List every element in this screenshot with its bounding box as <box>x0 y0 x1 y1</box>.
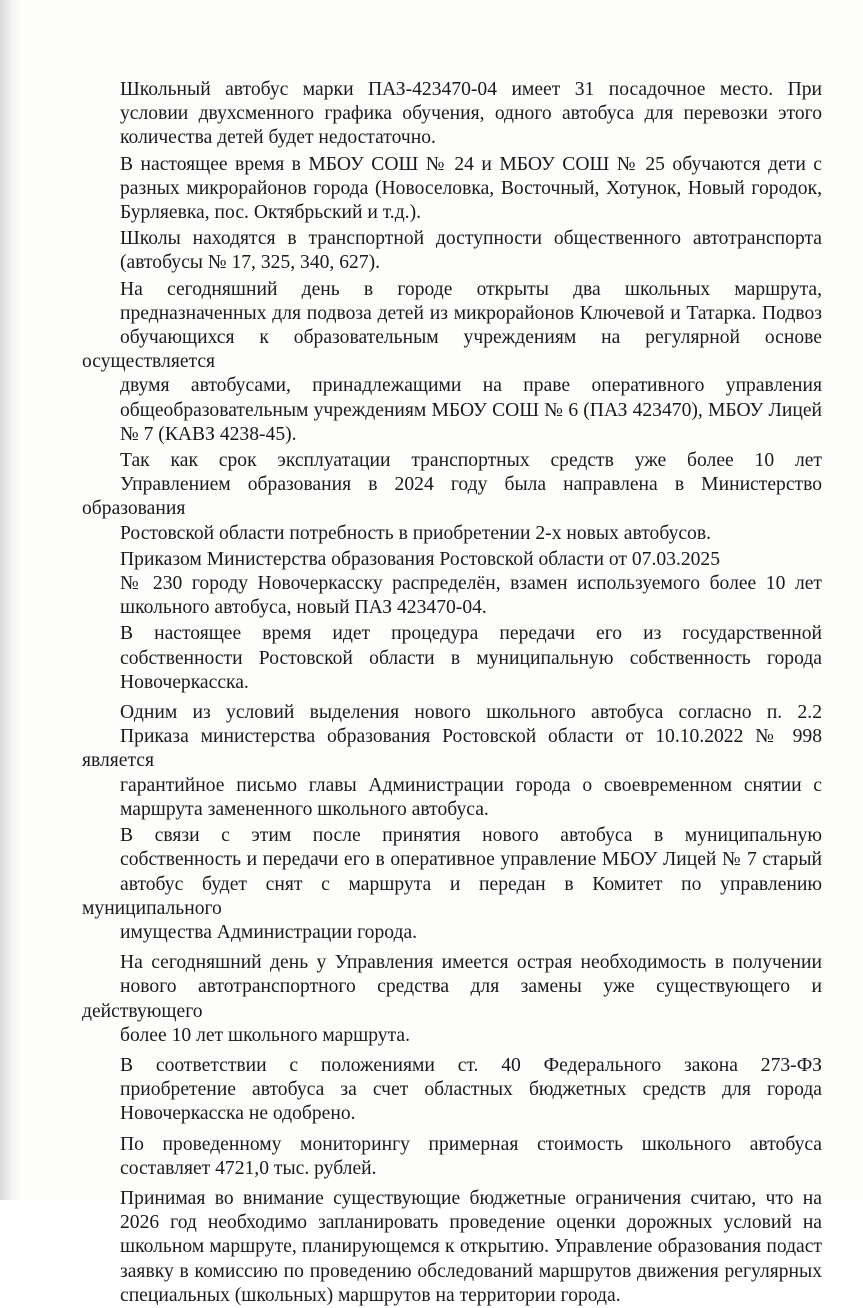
text-line: На сегодняшний день в городе открыты два школьных маршрута, <box>120 278 822 300</box>
paragraph-conclusion <box>82 1187 822 1308</box>
text-line: нового автотранспортного средства для замены уже существующего и действующего <box>82 976 822 1022</box>
text-line: Новочеркасска не одобрено. <box>120 1103 356 1125</box>
paragraph-bus-capacity <box>82 78 822 151</box>
text-line: На сегодняшний день у Управления имеется острая необходимость в получении <box>120 952 822 974</box>
text-line: Приказом Министерства образования Ростовской области от 07.03.2025 <box>120 548 721 570</box>
paragraph-urgent-need <box>82 951 822 1048</box>
page-edge-shadow <box>0 0 22 1200</box>
text-line: условии двухсменного графика обучения, одного автобуса для перевозки этого <box>120 103 822 125</box>
text-line: приобретение автобуса за счет областных бюджетных средств для города <box>120 1079 822 1101</box>
text-line: В соответствии с положениями ст. 40 Федерального закона 273-ФЗ <box>120 1054 822 1076</box>
text-line: Принимая во внимание существующие бюджетные ограничения считаю, что на <box>120 1187 822 1209</box>
text-line: общеобразовательным учреждениям МБОУ СОШ № 6 (ПАЗ 423470), МБОУ Лицей <box>120 399 822 421</box>
text-line: разных микрорайонов города (Новоселовка, Восточный, Хотунок, Новый городок, <box>120 177 822 199</box>
paragraph-ministry-order <box>82 548 822 621</box>
text-line: обучающихся к образовательным учреждениям на регулярной основе осуществляется <box>82 327 822 373</box>
paragraph-federal-law <box>82 1054 822 1127</box>
text-line: Так как срок эксплуатации транспортных средств уже более 10 лет <box>120 450 822 472</box>
text-line: Бурляевка, пос. Октябрьский и т.д.). <box>120 202 421 224</box>
text-line: гарантийное письмо главы Администрации города о своевременном снятии с <box>120 774 822 796</box>
text-line: маршрута замененного школьного автобуса. <box>120 798 489 820</box>
text-line: составляет 4721,0 тыс. рублей. <box>120 1157 377 1179</box>
paragraph-old-bus-removal <box>82 824 822 945</box>
text-line: В настоящее время в МБОУ СОШ № 24 и МБОУ СОШ № 25 обучаются дети с <box>120 153 822 175</box>
text-line: количества детей будет недостаточно. <box>120 127 436 149</box>
text-line: заявку в комиссию по проведению обследований маршрутов движения регулярных <box>120 1260 822 1282</box>
text-line: № 230 городу Новочеркасску распределён, взамен используемого более 10 лет <box>120 573 822 595</box>
paragraph-allocation-conditions <box>82 701 822 822</box>
text-line: № 7 (КАВЗ 4238-45). <box>120 423 297 445</box>
paragraph-current-routes <box>82 278 822 447</box>
text-line: предназначенных для подвоза детей из микрорайонов Ключевой и Татарка. Подвоз <box>120 302 822 324</box>
paragraph-schools-districts <box>82 153 822 226</box>
text-line: Приказа министерства образования Ростовской области от 10.10.2022 № 998 является <box>82 726 822 772</box>
text-line: более 10 лет школьного маршрута. <box>120 1024 410 1046</box>
paragraph-estimated-cost <box>82 1133 822 1181</box>
text-line: собственность и передачи его в оперативное управление МБОУ Лицей № 7 старый <box>120 849 822 871</box>
text-line: специальных (школьных) маршрутов на территории города. <box>120 1284 621 1306</box>
document-body <box>82 78 822 1308</box>
paragraph-public-transport <box>82 227 822 275</box>
text-line: собственности Ростовской области в муниципальную собственность города <box>120 647 822 669</box>
text-line: В настоящее время идет процедура передачи его из государственной <box>120 623 822 645</box>
paragraph-transfer-procedure <box>82 622 822 695</box>
paragraph-service-life <box>82 449 822 546</box>
text-line: По проведенному мониторингу примерная стоимость школьного автобуса <box>120 1133 822 1155</box>
text-line: двумя автобусами, принадлежащими на праве оперативного управления <box>120 375 822 397</box>
text-line: автобус будет снят с маршрута и передан в Комитет по управлению муниципального <box>82 873 822 919</box>
text-line: Управлением образования в 2024 году была направлена в Министерство образования <box>82 474 822 520</box>
text-line: Школьный автобус марки ПАЗ-423470-04 имеет 31 посадочное место. При <box>120 79 822 100</box>
text-line: имущества Администрации города. <box>120 921 418 943</box>
text-line: Школы находятся в транспортной доступности общественного автотранспорта <box>120 228 822 250</box>
text-line: Новочеркасска. <box>120 671 249 693</box>
text-line: 2026 год необходимо запланировать проведение оценки дорожных условий на <box>120 1212 822 1234</box>
text-line: школьном маршруте, планирующемся к открытию. Управление образования подаст <box>120 1236 822 1258</box>
text-line: Ростовской области потребность в приобретении 2-х новых автобусов. <box>120 522 712 544</box>
text-line: В связи с этим после принятия нового автобуса в муниципальную <box>120 825 822 847</box>
text-line: Одним из условий выделения нового школьного автобуса согласно п. 2.2 <box>120 702 822 724</box>
text-line: (автобусы № 17, 325, 340, 627). <box>120 252 381 274</box>
text-line: школьного автобуса, новый ПАЗ 423470-04. <box>120 597 487 619</box>
